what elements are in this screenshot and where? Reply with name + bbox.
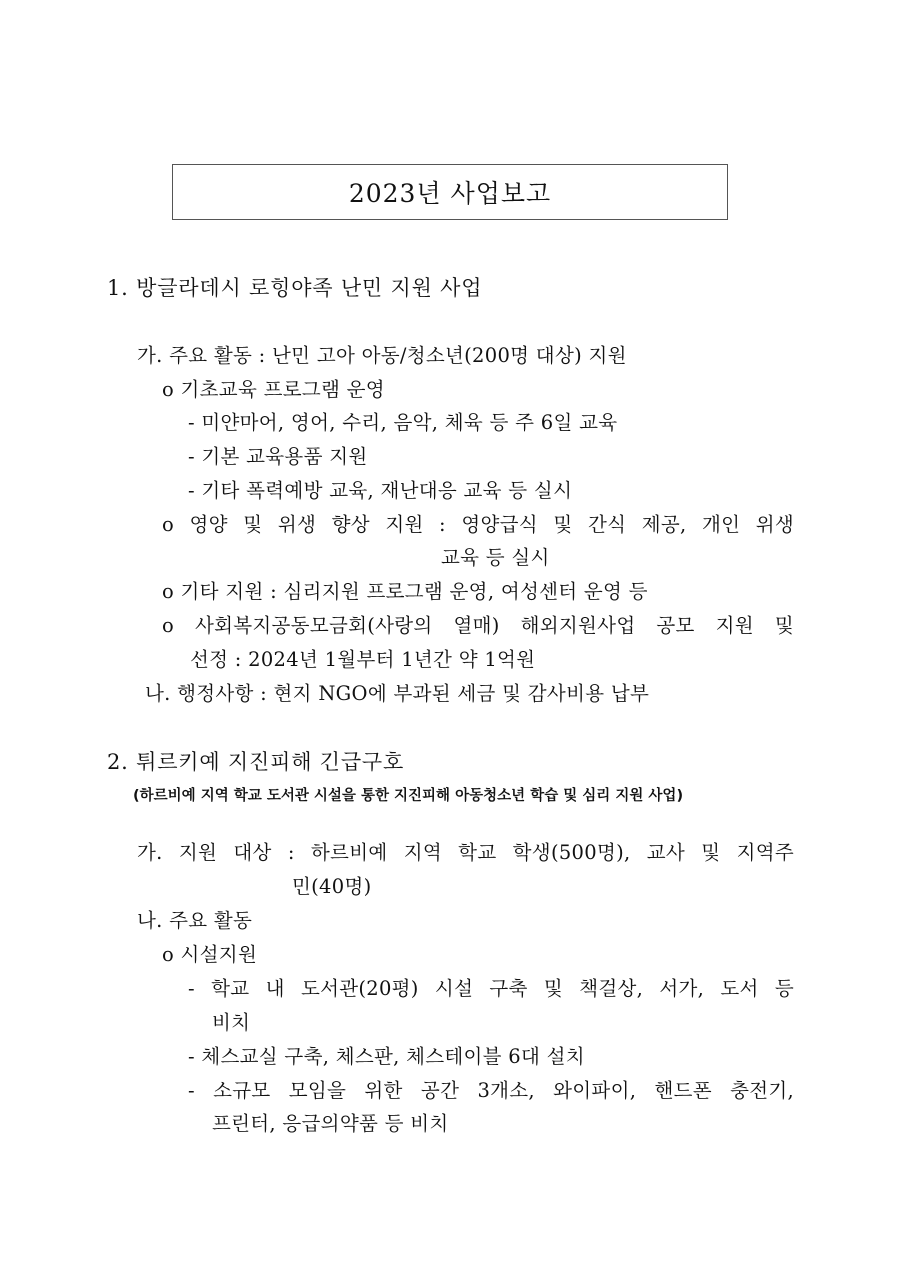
- section-2-ga-line2: 민(40명): [292, 875, 372, 898]
- section-1-na: 나. 행정사항 : 현지 NGO에 부과된 세금 및 감사비용 납부: [145, 682, 650, 705]
- section-1-ga: 가. 주요 활동 : 난민 고아 아동/청소년(200명 대상) 지원: [137, 344, 627, 367]
- list-item-continuation: 비치: [212, 1011, 251, 1034]
- list-item: - 미얀마어, 영어, 수리, 음악, 체육 등 주 6일 교육: [188, 411, 618, 434]
- section-2-na: 나. 주요 활동: [137, 909, 253, 932]
- section-2-heading: 2. 튀르키예 지진피해 긴급구호: [107, 750, 405, 774]
- section-1-o4-line1: o 사회복지공동모금회(사랑의 열매) 해외지원사업 공모 지원 및: [162, 614, 794, 637]
- list-item-continuation: 프린터, 응급의약품 등 비치: [212, 1112, 449, 1135]
- section-1-o1: o 기초교육 프로그램 운영: [162, 378, 385, 401]
- section-2-subheading: (하르비예 지역 학교 도서관 시설을 통한 지진피해 아동청소년 학습 및 심리 지원 사업): [133, 788, 684, 804]
- section-1-o3: o 기타 지원 : 심리지원 프로그램 운영, 여성센터 운영 등: [162, 580, 648, 603]
- list-item: - 기타 폭력예방 교육, 재난대응 교육 등 실시: [188, 479, 573, 502]
- list-item: - 학교 내 도서관(20평) 시설 구축 및 책걸상, 서가, 도서 등: [188, 977, 794, 1000]
- section-2-ga-line1: 가. 지원 대상 : 하르비예 지역 학교 학생(500명), 교사 및 지역주: [137, 841, 794, 864]
- section-1-o2-line1: o 영양 및 위생 향상 지원 : 영양급식 및 간식 제공, 개인 위생: [162, 513, 794, 536]
- page-title: 2023년 사업보고: [172, 164, 728, 220]
- section-1-o2-line2: 교육 등 실시: [441, 546, 550, 569]
- section-1-heading: 1. 방글라데시 로힝야족 난민 지원 사업: [107, 276, 483, 300]
- list-item: - 기본 교육용품 지원: [188, 445, 368, 468]
- list-item: - 체스교실 구축, 체스판, 체스테이블 6대 설치: [188, 1045, 585, 1068]
- section-2-o1: o 시설지원: [162, 943, 258, 966]
- section-1-o4-line2: 선정 : 2024년 1월부터 1년간 약 1억원: [190, 648, 536, 671]
- list-item: - 소규모 모임을 위한 공간 3개소, 와이파이, 핸드폰 충전기,: [188, 1079, 794, 1102]
